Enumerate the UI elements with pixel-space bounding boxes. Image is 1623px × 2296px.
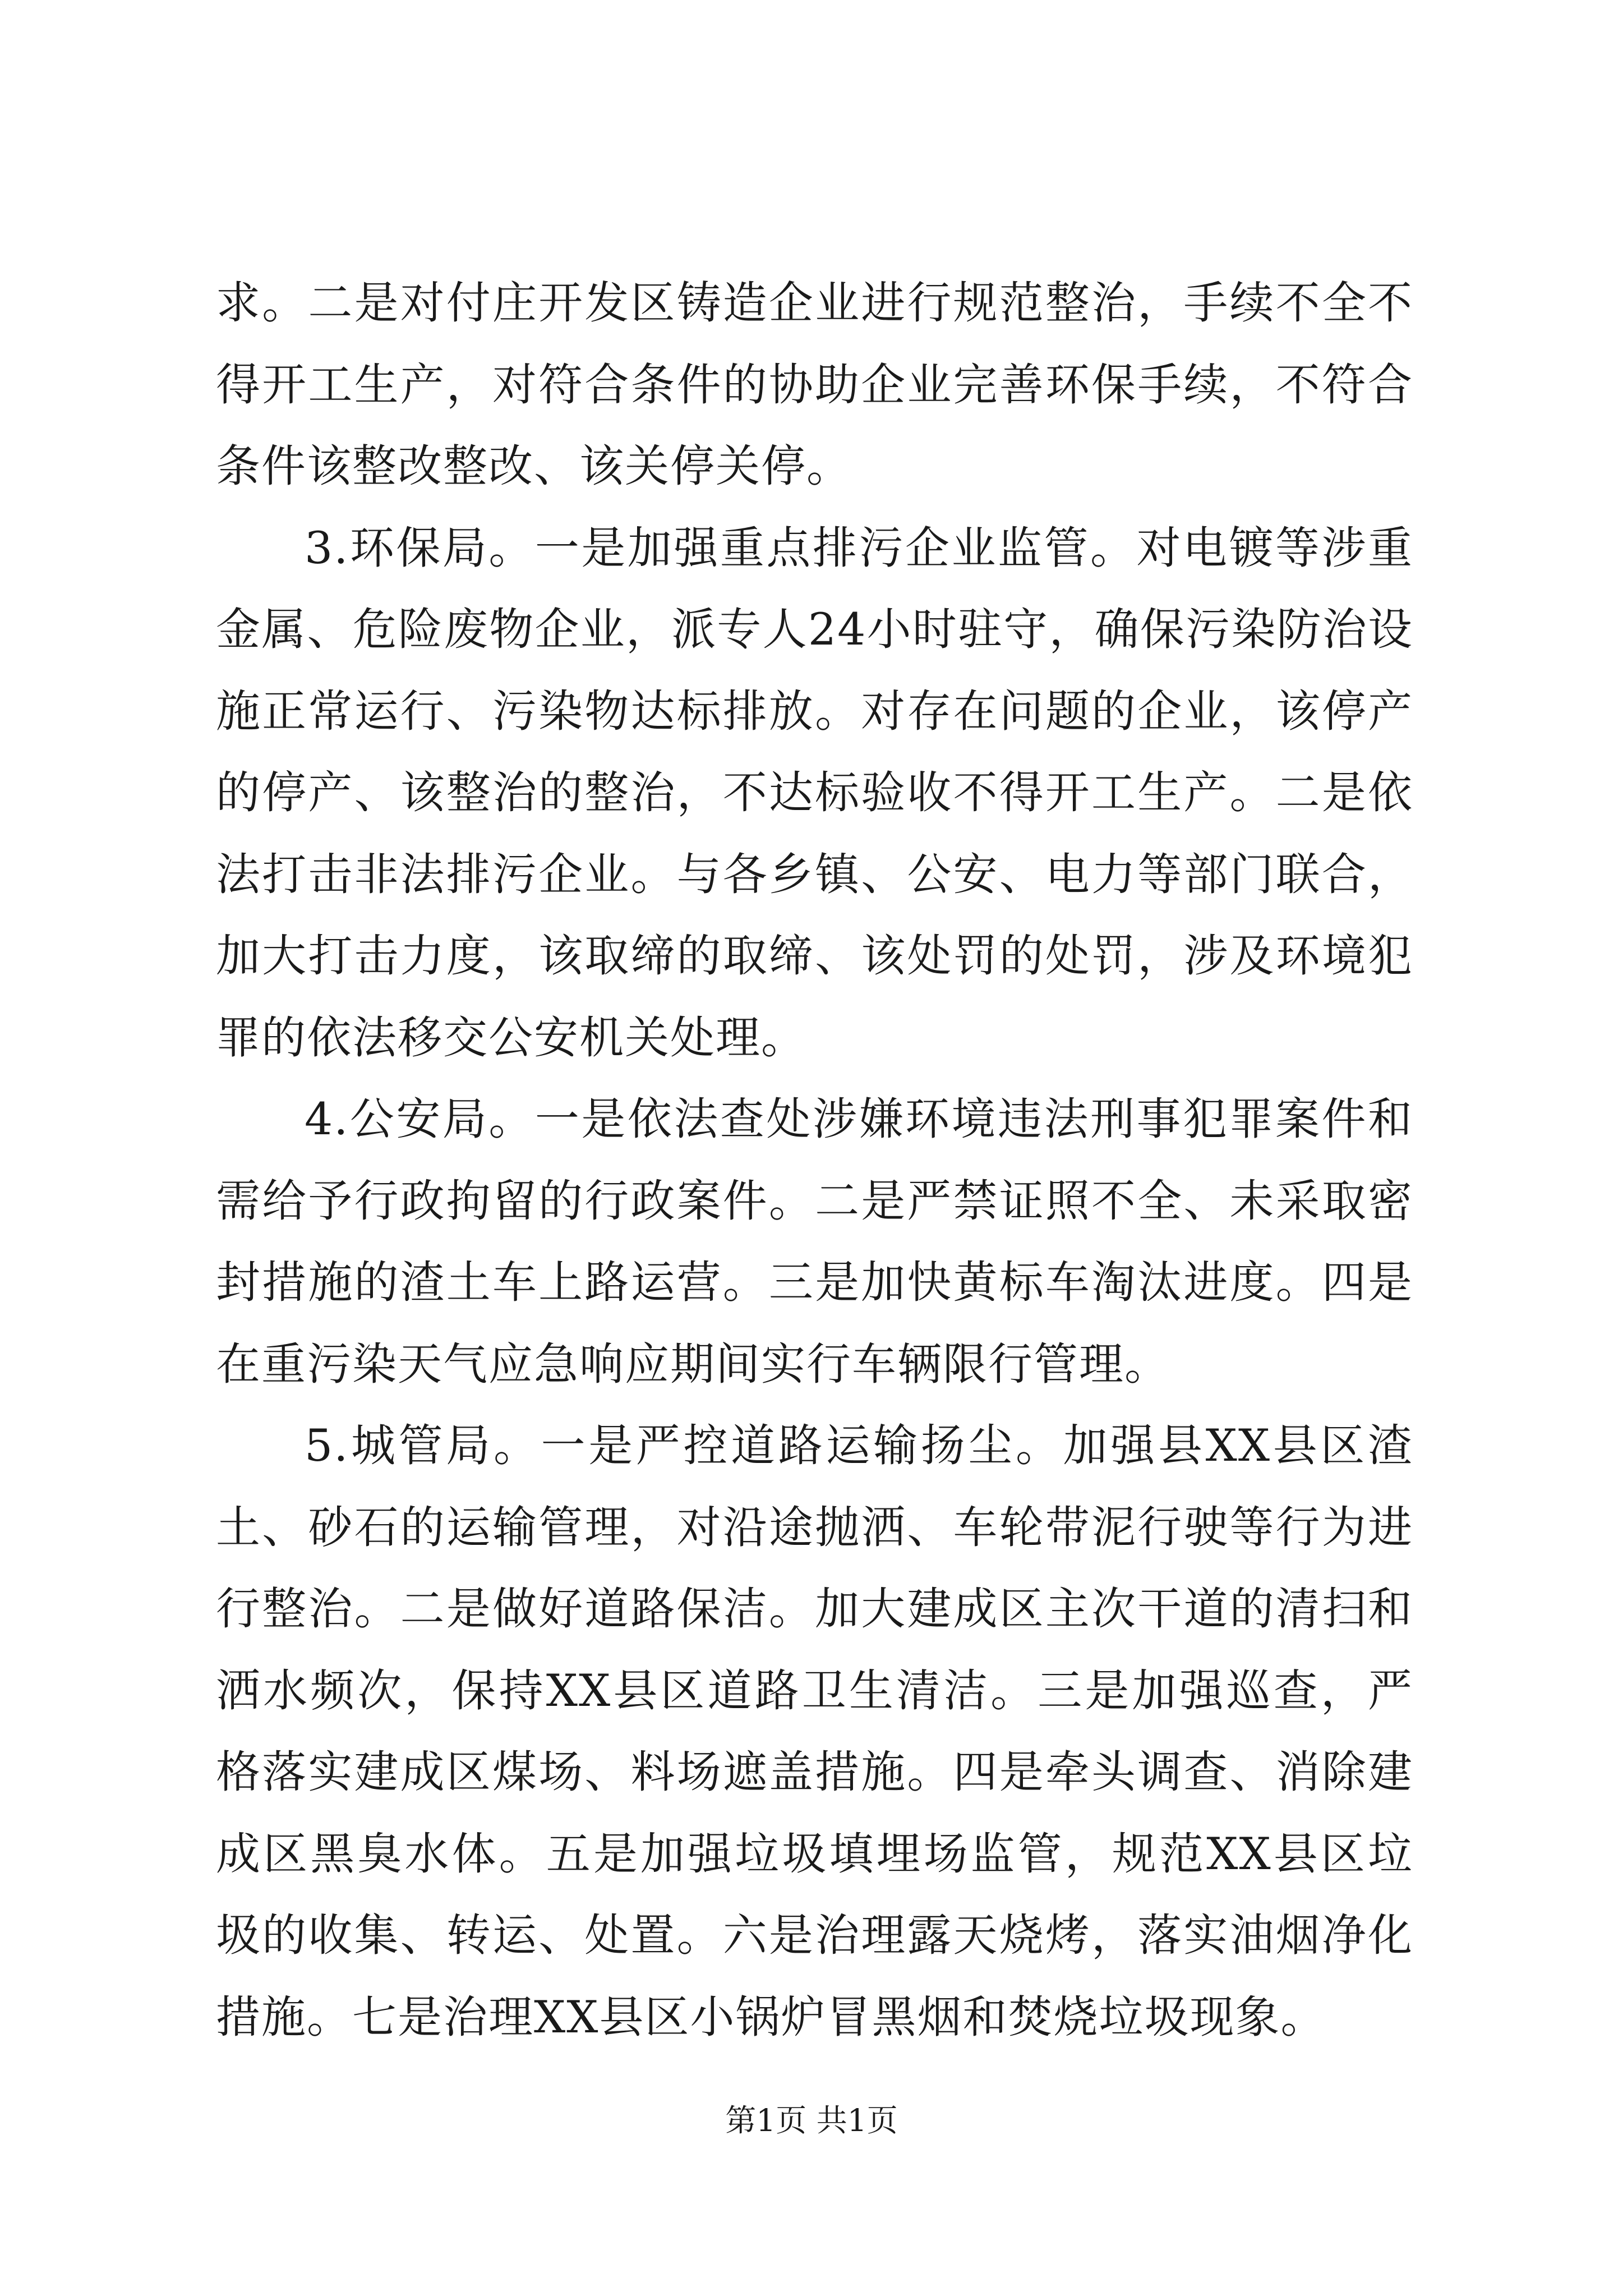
paragraph-public-security-bureau: 4.公安局。一是依法查处涉嫌环境违法刑事犯罪案件和需给予行政拘留的行政案件。二是严禁证照不全、未采取密封措施的渣土车上路运营。三是加快黄标车淘汰进度。四是在重污染天气应急响应期间实行车辆限行管理。 xyxy=(216,1093,1413,1390)
document-body xyxy=(216,263,1413,2058)
paragraph-continuation: 求。二是对付庄开发区铸造企业进行规范整治，手续不全不得开工生产，对符合条件的协助企业完善环保手续，不符合条件该整改整改、该关停关停。 xyxy=(216,277,1413,492)
paragraph-environmental-bureau: 3.环保局。一是加强重点排污企业监管。对电镀等涉重金属、危险废物企业，派专人24小时驻守，确保污染防治设施正常运行、污染物达标排放。对存在问题的企业，该停产的停产、该整治的整治，不达标验收不得开工生产。二是依法打击非法排污企业。与各乡镇、公安、电力等部门联合，加大打击力度，该取缔的取缔、该处罚的处罚，涉及环境犯罪的依法移交公安机关处理。 xyxy=(216,522,1413,1064)
page-footer: 第1页 共1页 xyxy=(725,2102,898,2138)
paragraph-urban-management-bureau: 5.城管局。一是严控道路运输扬尘。加强县XX县区渣土、砂石的运输管理，对沿途抛洒、车轮带泥行驶等行为进行整治。二是做好道路保洁。加大建成区主次干道的清扫和洒水频次，保持XX县区道路卫生清洁。三是加强巡查，严格落实建成区煤场、料场遮盖措施。四是牵头调查、消除建成区黑臭水体。五是加强垃圾填埋场监管，规范XX县区垃圾的收集、转运、处置。六是治理露天烧烤，落实油烟净化措施。七是治理XX县区小锅炉冒黑烟和焚烧垃圾现象。 xyxy=(216,1420,1413,2043)
